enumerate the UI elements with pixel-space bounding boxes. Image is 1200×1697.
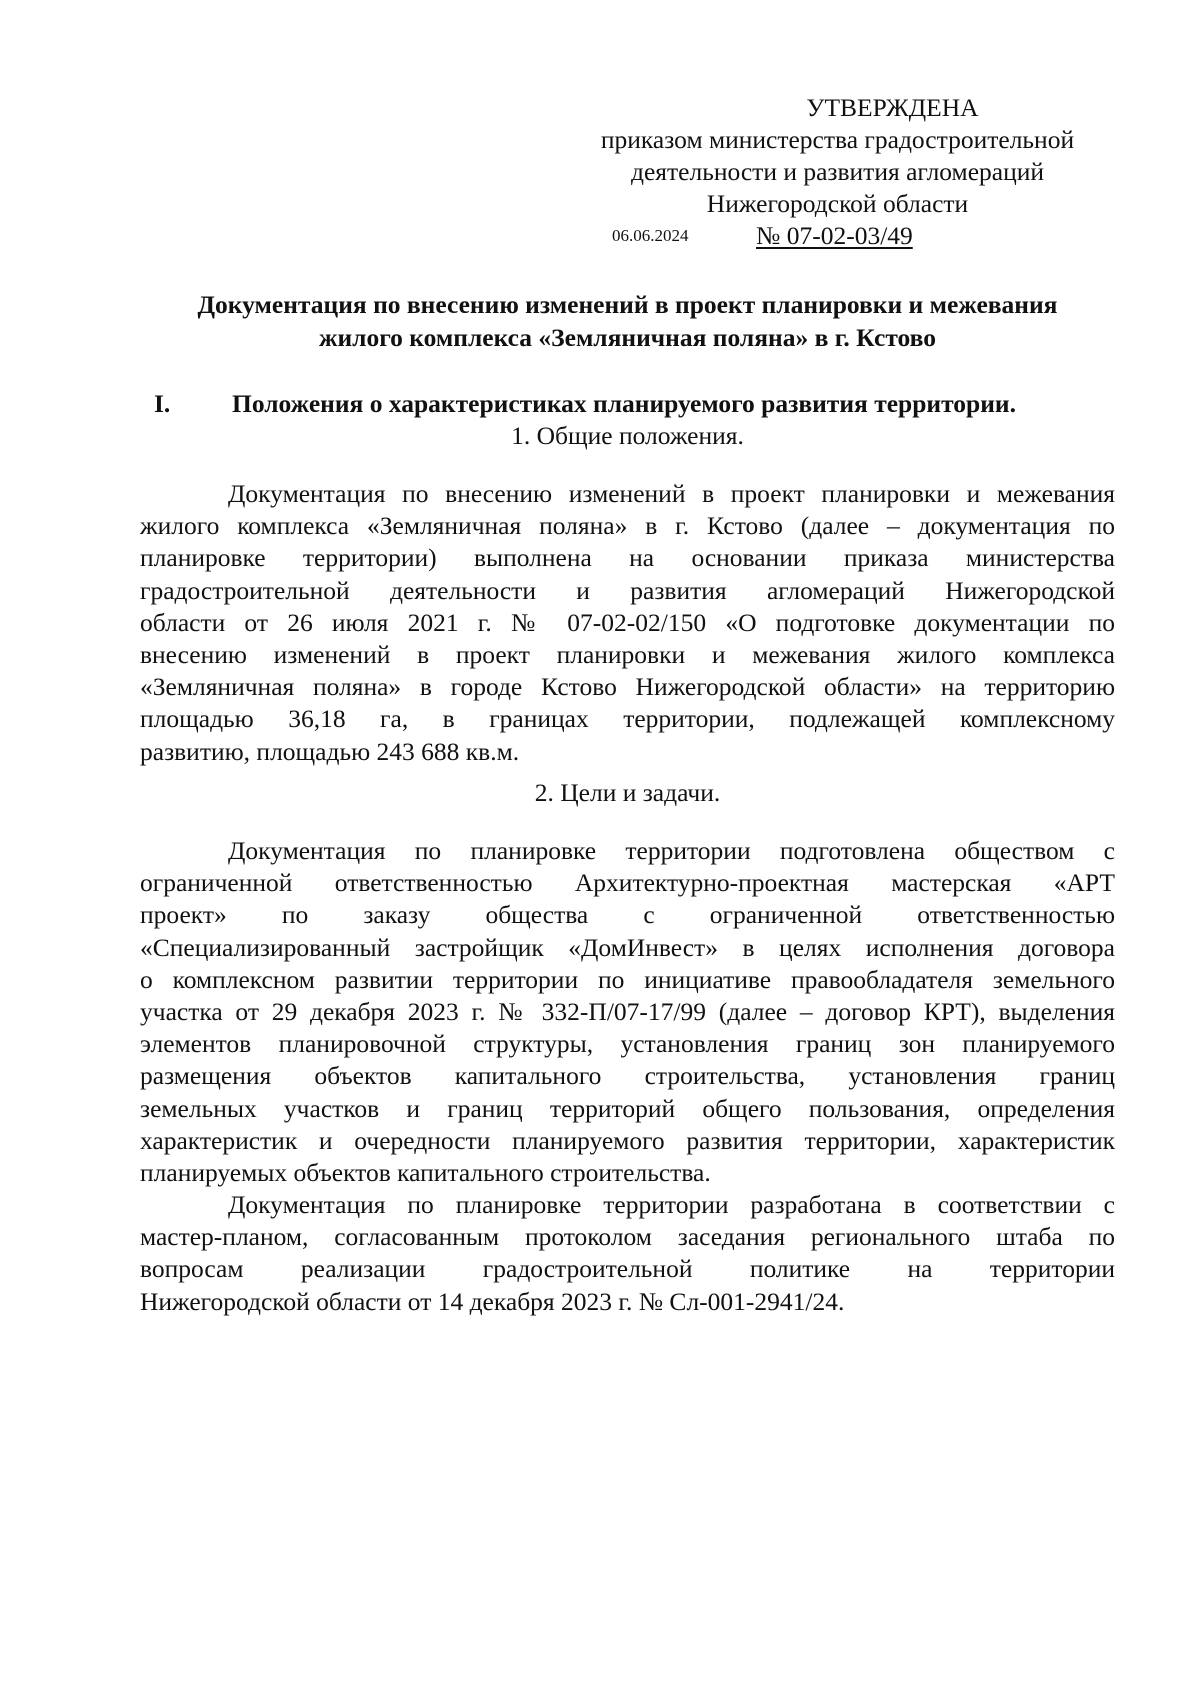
paragraph-line: «Специализированный застройщик «ДомИнвест» в целях исполнения договора — [140, 932, 1115, 962]
paragraph-line: характеристик и очередности планируемого развития территории, характеристик — [140, 1125, 1115, 1155]
paragraph-line: ограниченной ответственностью Архитектурно-проектная мастерская «АРТ — [140, 868, 1115, 898]
paragraph-line: внесению изменений в проект планировки и межевания жилого комплекса — [140, 640, 1115, 670]
paragraph-line: жилого комплекса «Земляничная поляна» в г. Кстово (далее – документация по — [140, 511, 1115, 541]
approval-heading: УТВЕРЖДЕНА — [806, 93, 979, 122]
section-heading — [154, 388, 1114, 420]
approval-number: № 07-02-03/49 — [756, 221, 913, 250]
paragraph-master-plan — [140, 1189, 1115, 1318]
approval-line: деятельности и развития агломераций — [630, 157, 1045, 186]
paragraph-general-provisions — [140, 478, 1115, 768]
document-title-line: жилого комплекса «Земляничная поляна» в г. Кстово — [318, 323, 936, 352]
approval-line: приказом министерства градостроительной — [600, 125, 1075, 154]
section-title: Положения о характеристиках планируемого развития территории. — [232, 389, 1016, 418]
paragraph-line: площадью 36,18 га, в границах территории, подлежащей комплексному — [140, 704, 1115, 734]
paragraph-line: планируемых объектов капитального строительства. — [140, 1158, 711, 1188]
approval-line: Нижегородской области — [706, 189, 969, 218]
subsection-heading-general: 1. Общие положения. — [511, 421, 744, 450]
paragraph-line: «Земляничная поляна» в городе Кстово Нижегородской области» на территорию — [140, 672, 1115, 702]
paragraph-line: Нижегородской области от 14 декабря 2023 г. № Сл-001-2941/24. — [140, 1286, 845, 1316]
paragraph-line: мастер-планом, согласованным протоколом заседания регионального штаба по — [140, 1222, 1115, 1252]
paragraph-line: Документация по внесению изменений в проект планировки и межевания — [228, 479, 1115, 508]
paragraph-line: земельных участков и границ территорий общего пользования, определения — [140, 1093, 1115, 1123]
paragraph-line: вопросам реализации градостроительной политике на территории — [140, 1254, 1115, 1284]
approval-date: 06.06.2024 — [612, 226, 689, 245]
paragraph-line: планировке территории) выполнена на основании приказа министерства — [140, 543, 1115, 573]
paragraph-line: развитию, площадью 243 688 кв.м. — [140, 736, 520, 766]
section-number: I. — [154, 389, 171, 418]
paragraph-line: градостроительной деятельности и развития агломераций Нижегородской — [140, 575, 1115, 605]
paragraph-line: размещения объектов капитального строительства, установления границ — [140, 1061, 1115, 1091]
paragraph-line: о комплексном развитии территории по инициативе правообладателя земельного — [140, 964, 1115, 994]
paragraph-line: области от 26 июля 2021 г. № 07-02-02/150 «О подготовке документации по — [140, 607, 1115, 637]
approval-date-number-row — [560, 220, 1115, 254]
document-title — [140, 288, 1115, 354]
subsection-heading-goals: 2. Цели и задачи. — [534, 778, 721, 807]
approval-stamp — [560, 92, 1115, 254]
document-title-line: Документация по внесению изменений в проект планировки и межевания — [197, 290, 1058, 319]
paragraph-line: элементов планировочной структуры, установления границ зон планируемого — [140, 1029, 1115, 1059]
paragraph-line: Документация по планировке территории подготовлена обществом с — [228, 836, 1115, 865]
paragraph-goals — [140, 835, 1115, 1189]
paragraph-line: участка от 29 декабря 2023 г. № 332-П/07-17/99 (далее – договор КРТ), выделения — [140, 997, 1115, 1027]
paragraph-line: проект» по заказу общества с ограниченной ответственностью — [140, 900, 1115, 930]
paragraph-line: Документация по планировке территории разработана в соответствии с — [228, 1190, 1115, 1219]
